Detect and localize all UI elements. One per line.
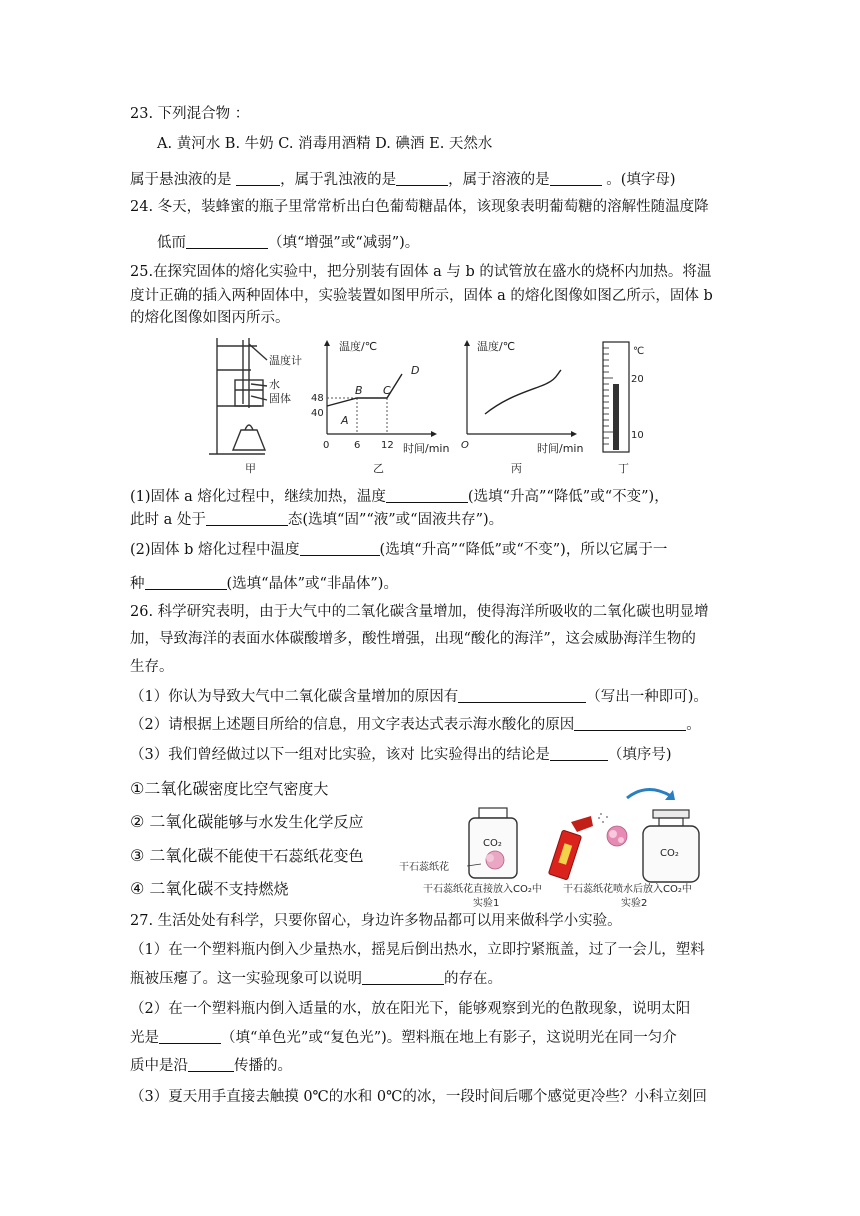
q27-s1-text-c: 的存在。 [444, 971, 502, 987]
q23-options: A. 黄河水 B. 牛奶 C. 消毒用酒精 D. 碘酒 E. 天然水 [157, 136, 493, 152]
q26-blank-expression[interactable] [574, 716, 686, 731]
q23-blank-emulsion[interactable] [396, 171, 448, 186]
q27-sub2-line2 [130, 1028, 677, 1048]
q27-s1-text-b: 瓶被压瘪了。这一实验现象可以说明 [130, 971, 362, 987]
q24-text-a: 低而 [157, 235, 186, 251]
q26-sub3 [130, 745, 672, 765]
q26-option-3-text: 不能使干石蕊纸花变色 [213, 847, 364, 865]
q25-sub2-line1 [130, 540, 667, 560]
q25-blank-state[interactable] [206, 511, 288, 526]
q26-s1-text-b: （写出一种即可)。 [586, 689, 708, 705]
q26-option-2-subject: ② 二氧化碳 [130, 812, 214, 831]
q26-s2-text-b: 。 [686, 717, 701, 733]
chart-bing-xlabel: 时间/min [537, 442, 584, 455]
chart-yi-point-d: D [411, 364, 420, 377]
label-solid: 固体 [269, 392, 291, 405]
label-thermometer: 温度计 [269, 354, 302, 367]
thermometer-tick-10: 10 [631, 430, 644, 441]
q26-option-2-text: 能够与水发生化学反应 [213, 813, 364, 831]
q26-option-4 [130, 879, 288, 899]
q26-s2-text-a: （2）请根据上述题目所给的信息，用文字表达式表示海水酸化的原因 [130, 717, 575, 733]
q23-text-b: ，属于乳浊液的是 [280, 172, 397, 188]
q26-blank-conclusion[interactable] [550, 746, 608, 761]
q24-line1: 24. 冬天，装蜂蜜的瓶子里常常析出白色葡萄糖晶体，该现象表明葡萄糖的溶解性随温度降 [130, 199, 709, 215]
q27-blank-light[interactable] [159, 1029, 221, 1044]
chart-bing-curve [485, 370, 561, 414]
q25-s1-text-b: (选填“升高”“降低”或“不变”)， [467, 489, 669, 505]
q27-sub1-line1: （1）在一个塑料瓶内倒入少量热水，摇晃后倒出热水，立即拧紧瓶盖，过了一会儿，塑料 [130, 942, 705, 958]
q23-fill-line [130, 170, 676, 190]
q23-text-d: 。(填字母) [601, 172, 676, 188]
q26-option-3 [130, 846, 363, 866]
q25-s2-text-b: (选填“升高”“降低”或“不变”)，所以它属于一 [379, 542, 668, 558]
q25-figure [205, 334, 665, 482]
caption-experiment-2-label: 实验2 [621, 898, 648, 909]
chart-yi-xlabel: 时间/min [403, 442, 450, 455]
q23-text-a: 属于悬浊液的是 [130, 172, 237, 188]
q23-blank-solution[interactable] [550, 171, 602, 186]
q26-option-2 [130, 812, 363, 832]
q26-blank-cause[interactable] [458, 688, 586, 703]
q25-s1-text-d: 态(选填“固”“液”或“固液共存”)。 [287, 512, 504, 528]
q26-line1: 26. 科学研究表明，由于大气中的二氧化碳含量增加，使得海洋所吸收的二氧化碳也明显增 [130, 604, 709, 620]
caption-experiment-1-label: 实验1 [473, 898, 500, 909]
q23-stem: 23. 下列混合物 ： [130, 106, 250, 122]
co2-label-1: CO₂ [483, 838, 502, 849]
bottle-experiment-2 [643, 810, 699, 882]
q27-sub2-line1: （2）在一个塑料瓶内倒入适量的水，放在阳光下，能够观察到光的色散现象，说明太阳 [130, 1001, 691, 1017]
q27-s2-text-e: 传播的。 [234, 1058, 292, 1074]
q27-blank-pressure[interactable] [362, 970, 444, 985]
thermometer-ding [603, 342, 629, 452]
q24-text-b: （填“增强”或“减弱”)。 [268, 235, 420, 251]
thermometer-tick-20: 20 [631, 374, 644, 385]
chart-yi-ylabel: 温度/℃ [339, 340, 378, 353]
q25-s1-text-a: (1)固体 a 熔化过程中，继续加热，温度 [130, 489, 386, 505]
q26-sub2 [130, 715, 701, 735]
flower-label: 干石蕊纸花 [399, 862, 449, 873]
q26-s1-text-a: （1）你认为导致大气中二氧化碳含量增加的原因有 [130, 689, 459, 705]
q26-option-1 [130, 779, 328, 799]
flower-icon [607, 826, 627, 846]
chart-yi-ytick-40: 40 [311, 408, 324, 419]
caption-bing: 丙 [511, 462, 522, 475]
q26-option-4-text: 不支持燃烧 [213, 880, 289, 898]
chart-yi-xtick-6: 6 [354, 440, 361, 451]
q25-line3: 的熔化图像如图丙所示。 [130, 310, 290, 326]
chart-yi-point-c: C [383, 384, 391, 397]
q25-blank-crystal[interactable] [145, 575, 227, 590]
q25-sub1-line1 [130, 487, 669, 507]
chart-bing-origin: O [461, 440, 469, 451]
q25-line2: 度计正确的插入两种固体中，实验装置如图甲所示，固体 a 的熔化图像如图乙所示，固体 b [130, 288, 713, 304]
caption-experiment-1: 干石蕊纸花直接放入CO₂中 [423, 884, 542, 895]
q27-sub1-line2 [130, 969, 502, 989]
q26-option-1-text: 密度比空气密度大 [208, 780, 329, 798]
q27-sub2-line3 [130, 1056, 292, 1076]
q23-blank-suspension[interactable] [236, 171, 280, 186]
chart-yi-xtick-12: 12 [381, 440, 394, 451]
spray-bottle [548, 813, 608, 880]
q26-option-4-subject: ④ 二氧化碳 [130, 879, 214, 898]
caption-ding: 丁 [618, 462, 629, 475]
caption-yi: 乙 [373, 462, 384, 475]
q27-s2-text-c: （填“单色光”或“复色光”)。塑料瓶在地上有影子，这说明光在同一匀介 [221, 1030, 677, 1046]
chart-yi-point-b: B [355, 384, 363, 397]
q26-sub1 [130, 687, 708, 707]
q26-s3-text-b: （填序号) [607, 747, 672, 763]
arrow-icon [627, 789, 671, 798]
q27-blank-propagation[interactable] [188, 1057, 234, 1072]
q25-s2-text-c: 种 [130, 576, 145, 592]
q25-sub2-line2 [130, 574, 398, 594]
q27-s2-text-d: 质中是沿 [130, 1058, 188, 1074]
q26-line2: 加，导致海洋的表面水体碳酸增多，酸性增强，出现“酸化的海洋”，这会威胁海洋生物的 [130, 631, 696, 647]
q27-s2-text-b: 光是 [130, 1030, 159, 1046]
q24-line2 [157, 233, 419, 253]
q25-s2-text-d: (选填“晶体”或“非晶体”)。 [226, 576, 398, 592]
label-water: 水 [269, 378, 280, 391]
q25-blank-b-temperature[interactable] [300, 541, 380, 556]
chart-bing-ylabel: 温度/℃ [477, 340, 516, 353]
q26-figure [395, 780, 725, 910]
q25-line1: 25.在探究固体的熔化实验中，把分别装有固体 a 与 b 的试管放在盛水的烧杯内加热。将温 [130, 264, 712, 280]
chart-yi-ytick-48: 48 [311, 393, 324, 404]
chart-yi-point-a: A [341, 414, 349, 427]
q26-s3-text-a: （3）我们曾经做过以下一组对比实验，该对 比实验得出的结论是 [130, 747, 550, 763]
chart-yi-origin: 0 [323, 440, 330, 451]
thermometer-unit: ℃ [633, 346, 645, 357]
q27-line1: 27. 生活处处有科学，只要你留心，身边许多物品都可以用来做科学小实验。 [130, 913, 622, 929]
q23-text-c: ，属于溶液的是 [448, 172, 550, 188]
co2-label-2: CO₂ [660, 848, 679, 859]
q25-s1-text-c: 此时 a 处于 [130, 512, 206, 528]
q26-option-3-subject: ③ 二氧化碳 [130, 846, 214, 865]
chart-yi-curve [327, 374, 402, 406]
apparatus-jia [209, 338, 267, 454]
caption-experiment-2: 干石蕊纸花喷水后放入CO₂中 [563, 884, 692, 895]
q25-sub1-line2 [130, 510, 503, 530]
q24-blank[interactable] [186, 234, 268, 249]
caption-jia: 甲 [245, 462, 256, 475]
q25-s2-text-a: (2)固体 b 熔化过程中温度 [130, 542, 300, 558]
q27-sub3-line1: （3）夏天用手直接去触摸 0℃的水和 0℃的冰，一段时间后哪个感觉更冷些？小科立刻回 [130, 1089, 707, 1105]
q26-line3: 生存。 [130, 659, 174, 675]
chart-bing [464, 340, 577, 437]
q26-option-1-subject: ①二氧化碳 [130, 779, 209, 798]
q25-blank-temperature[interactable] [386, 488, 468, 503]
